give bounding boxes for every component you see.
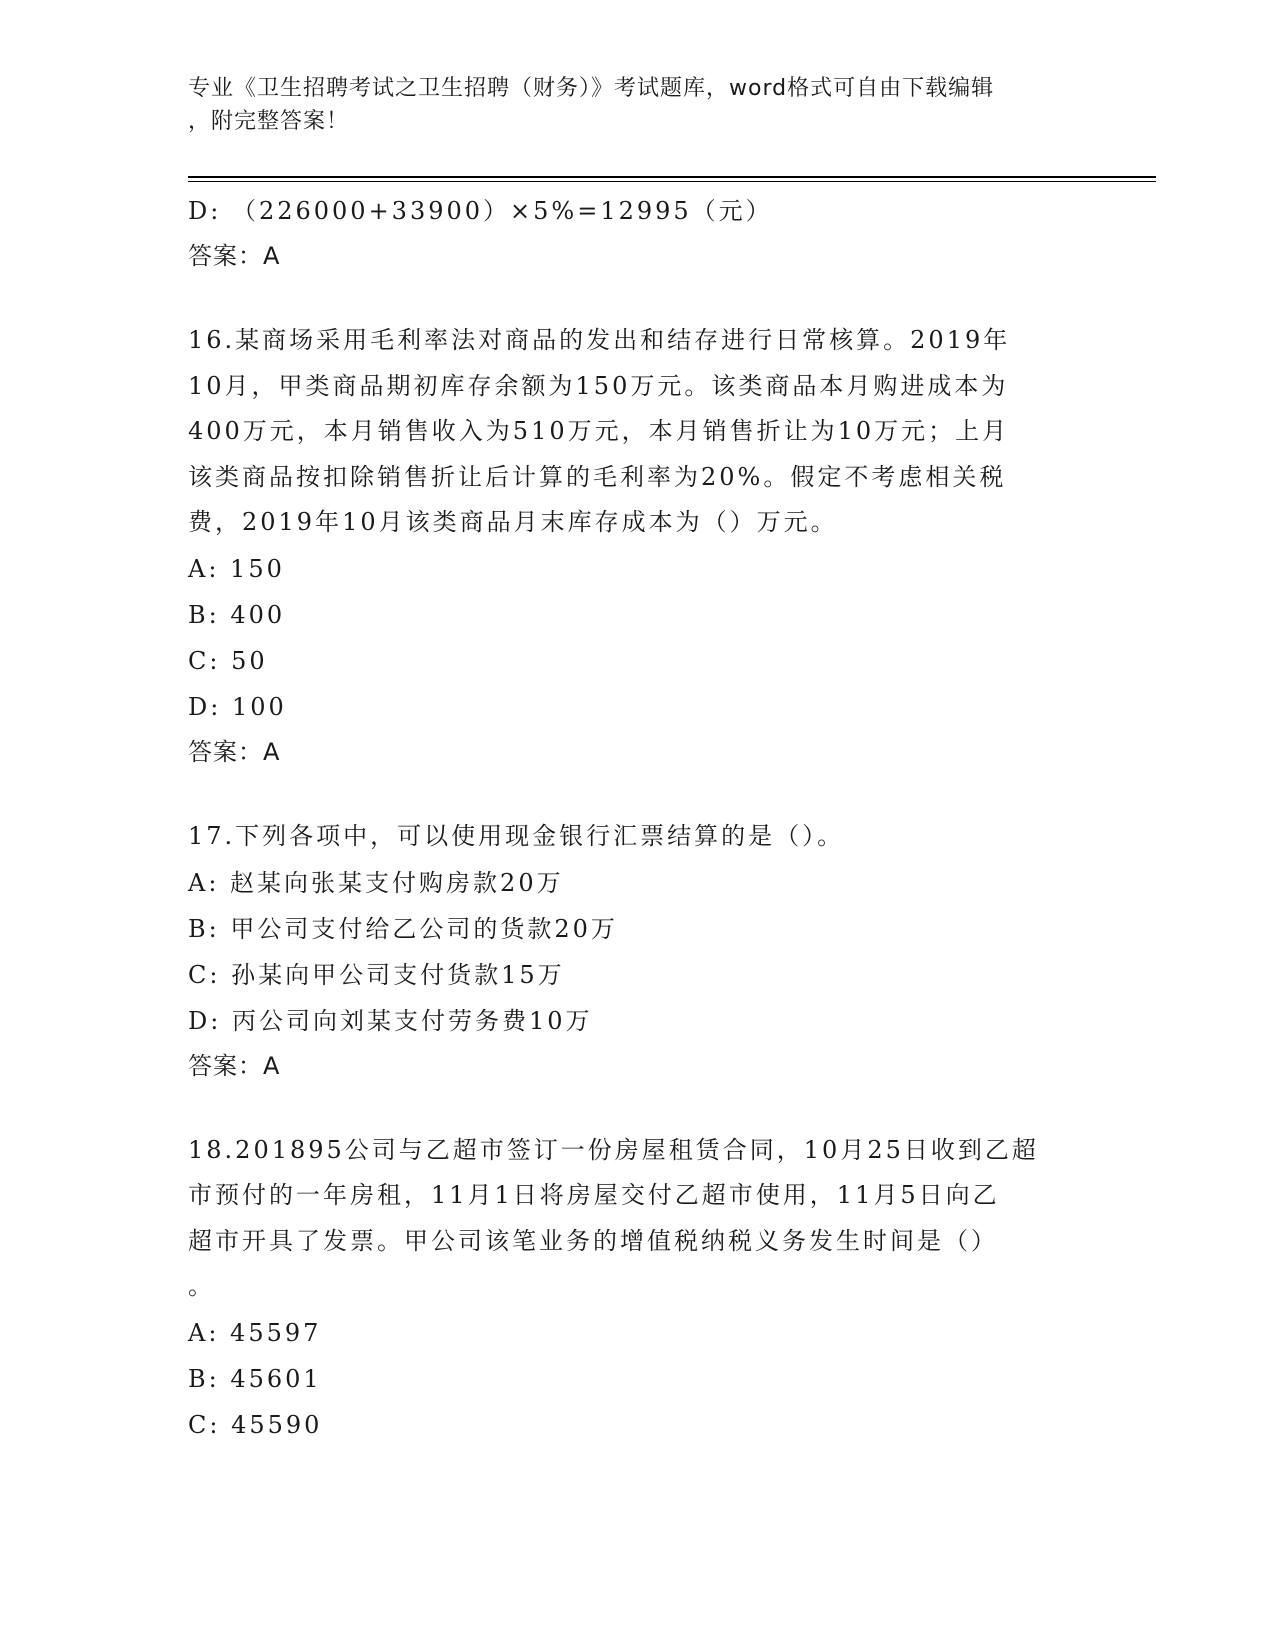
- question-16: [188, 318, 1088, 774]
- question-18: [188, 1128, 1088, 1448]
- question-18-stem: [188, 1128, 1088, 1310]
- prev-option-d: D: （226000+33900）×5%=12995（元）: [188, 197, 773, 225]
- spacer: [188, 278, 1088, 318]
- prev-answer: 答案：A: [188, 242, 281, 270]
- header-line-1: 专业《卫生招聘考试之卫生招聘（财务）》考试题库，word格式可自由下载编辑: [188, 76, 995, 101]
- option-d: D: 丙公司向刘某支付劳务费10万: [188, 1006, 593, 1035]
- stem-line: 17.下列各项中，可以使用现金银行汇票结算的是（）。: [188, 821, 845, 850]
- stem-line: 16.某商场采用毛利率法对商品的发出和结存进行日常核算。2019年: [188, 326, 1011, 354]
- spacer: [188, 774, 1088, 814]
- document-body: [188, 188, 1088, 1448]
- stem-line: 400万元，本月销售收入为510万元，本月销售折让为10万元；上月: [188, 417, 1010, 446]
- option-a: A: 45597: [188, 1318, 322, 1347]
- option-c: C: 50: [188, 646, 268, 675]
- option-c: C: 孙某向甲公司支付货款15万: [188, 960, 565, 989]
- option-a: A: 赵某向张某支付购房款20万: [188, 868, 564, 897]
- answer: 答案：A: [188, 737, 281, 766]
- spacer: [188, 1088, 1088, 1128]
- question-17: [188, 814, 1088, 1088]
- stem-line: 市预付的一年房租，11月1日将房屋交付乙超市使用，11月5日向乙: [188, 1181, 1000, 1210]
- question-16-stem: [188, 318, 1088, 546]
- option-a: A: 150: [188, 554, 285, 583]
- page-header: [188, 72, 1068, 138]
- stem-line: 超市开具了发票。甲公司该笔业务的增值税纳税义务发生时间是（）: [188, 1226, 998, 1255]
- header-divider-thick: [188, 176, 1156, 178]
- stem-line: 18.201895公司与乙超市签订一份房屋租赁合同，10月25日收到乙超: [188, 1135, 1039, 1164]
- option-d: D: 100: [188, 692, 287, 721]
- header-divider-thin: [188, 181, 1156, 182]
- stem-line: 费，2019年10月该类商品月末库存成本为（）万元。: [188, 508, 838, 537]
- stem-line: 。: [188, 1272, 215, 1301]
- header-line-2: ，附完整答案！: [188, 109, 350, 134]
- option-b: B: 400: [188, 600, 286, 629]
- answer: 答案：A: [188, 1051, 281, 1080]
- option-b: B: 甲公司支付给乙公司的货款20万: [188, 914, 618, 943]
- stem-line: 该类商品按扣除销售折让后计算的毛利率为20%。假定不考虑相关税: [188, 462, 1007, 491]
- stem-line: 10月，甲类商品期初库存余额为150万元。该类商品本月购进成本为: [188, 371, 1009, 400]
- option-c: C: 45590: [188, 1410, 323, 1439]
- question-17-stem: [188, 814, 1088, 860]
- option-b: B: 45601: [188, 1364, 322, 1393]
